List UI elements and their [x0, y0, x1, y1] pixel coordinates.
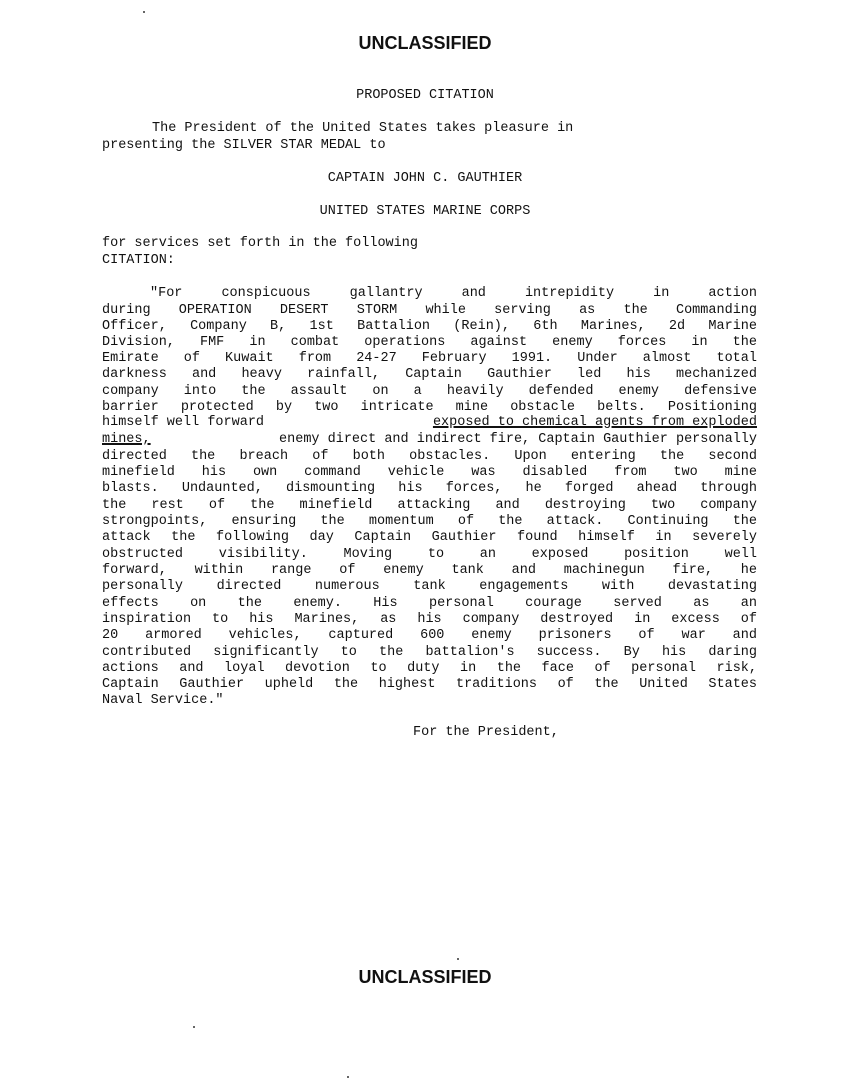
citation-line-9-prefix: himself well forward [102, 415, 265, 430]
citation-line: obstructed visibility. Moving to an exposed position well [102, 547, 757, 562]
citation-line: directed the breach of both obstacles. Upon entering the second [102, 449, 757, 464]
citation-line-10-underlined: mines, [102, 432, 151, 447]
citation-line-9-underlined: exposed to chemical agents from exploded [432, 415, 757, 430]
citation-line: company into the assault on a heavily defended enemy defensive [102, 384, 757, 399]
citation-line: Emirate of Kuwait from 24-27 February 1991. Under almost total [102, 351, 757, 366]
header-classification: UNCLASSIFIED [358, 33, 492, 53]
citation-line: inspiration to his Marines, as his company destroyed in excess of [102, 612, 757, 627]
citation-line: darkness and heavy rainfall, Captain Gauthier led his mechanized [102, 367, 757, 382]
citation-line: during OPERATION DESERT STORM while serving as the Commanding [102, 303, 757, 318]
footer-classification: UNCLASSIFIED [358, 967, 492, 987]
scan-speck [347, 1076, 349, 1078]
scan-speck [143, 11, 145, 13]
closing-line: For the President, [413, 725, 559, 740]
citation-line: Officer, Company B, 1st Battalion (Rein), 6th Marines, 2d Marine [102, 319, 757, 334]
citation-line: personally directed numerous tank engagements with devastating [102, 579, 757, 594]
services-line-2: CITATION: [102, 253, 175, 268]
citation-line: attack the following day Captain Gauthier found himself in severely [102, 530, 757, 545]
intro-line-1: The President of the United States takes pleasure in [152, 121, 574, 136]
scan-speck [457, 958, 459, 960]
citation-line: Division, FMF in combat operations against enemy forces in the [102, 335, 757, 350]
citation-line: the rest of the minefield attacking and destroying two company [102, 498, 757, 513]
service-branch: UNITED STATES MARINE CORPS [319, 204, 531, 219]
citation-line: strongpoints, ensuring the momentum of the attack. Continuing the [102, 514, 757, 529]
citation-line: contributed significantly to the battalion's success. By his daring [102, 645, 757, 660]
citation-line: minefield his own command vehicle was disabled from two mine [102, 465, 757, 480]
citation-line: forward, within range of enemy tank and machinegun fire, he [102, 563, 757, 578]
recipient-name: CAPTAIN JOHN C. GAUTHIER [327, 171, 523, 186]
citation-line: 20 armored vehicles, captured 600 enemy prisoners of war and [102, 628, 757, 643]
citation-line: effects on the enemy. His personal courage served as an [102, 596, 757, 611]
citation-line: "For conspicuous gallantry and intrepidity in action [150, 286, 757, 301]
services-line-1: for services set forth in the following [102, 236, 418, 251]
citation-line-10-rest: enemy direct and indirect fire, Captain Gauthier personally [279, 432, 757, 447]
intro-line-2: presenting the SILVER STAR MEDAL to [102, 138, 386, 153]
document-title: PROPOSED CITATION [356, 88, 494, 103]
citation-last-line: Naval Service." [102, 693, 224, 708]
citation-line: Captain Gauthier upheld the highest traditions of the United States [102, 677, 757, 692]
scan-speck [193, 1026, 195, 1028]
citation-line: barrier protected by two intricate mine obstacle belts. Positioning [102, 400, 757, 415]
citation-line: blasts. Undaunted, dismounting his forces, he forged ahead through [102, 481, 757, 496]
citation-line: actions and loyal devotion to duty in the face of personal risk, [102, 661, 757, 676]
